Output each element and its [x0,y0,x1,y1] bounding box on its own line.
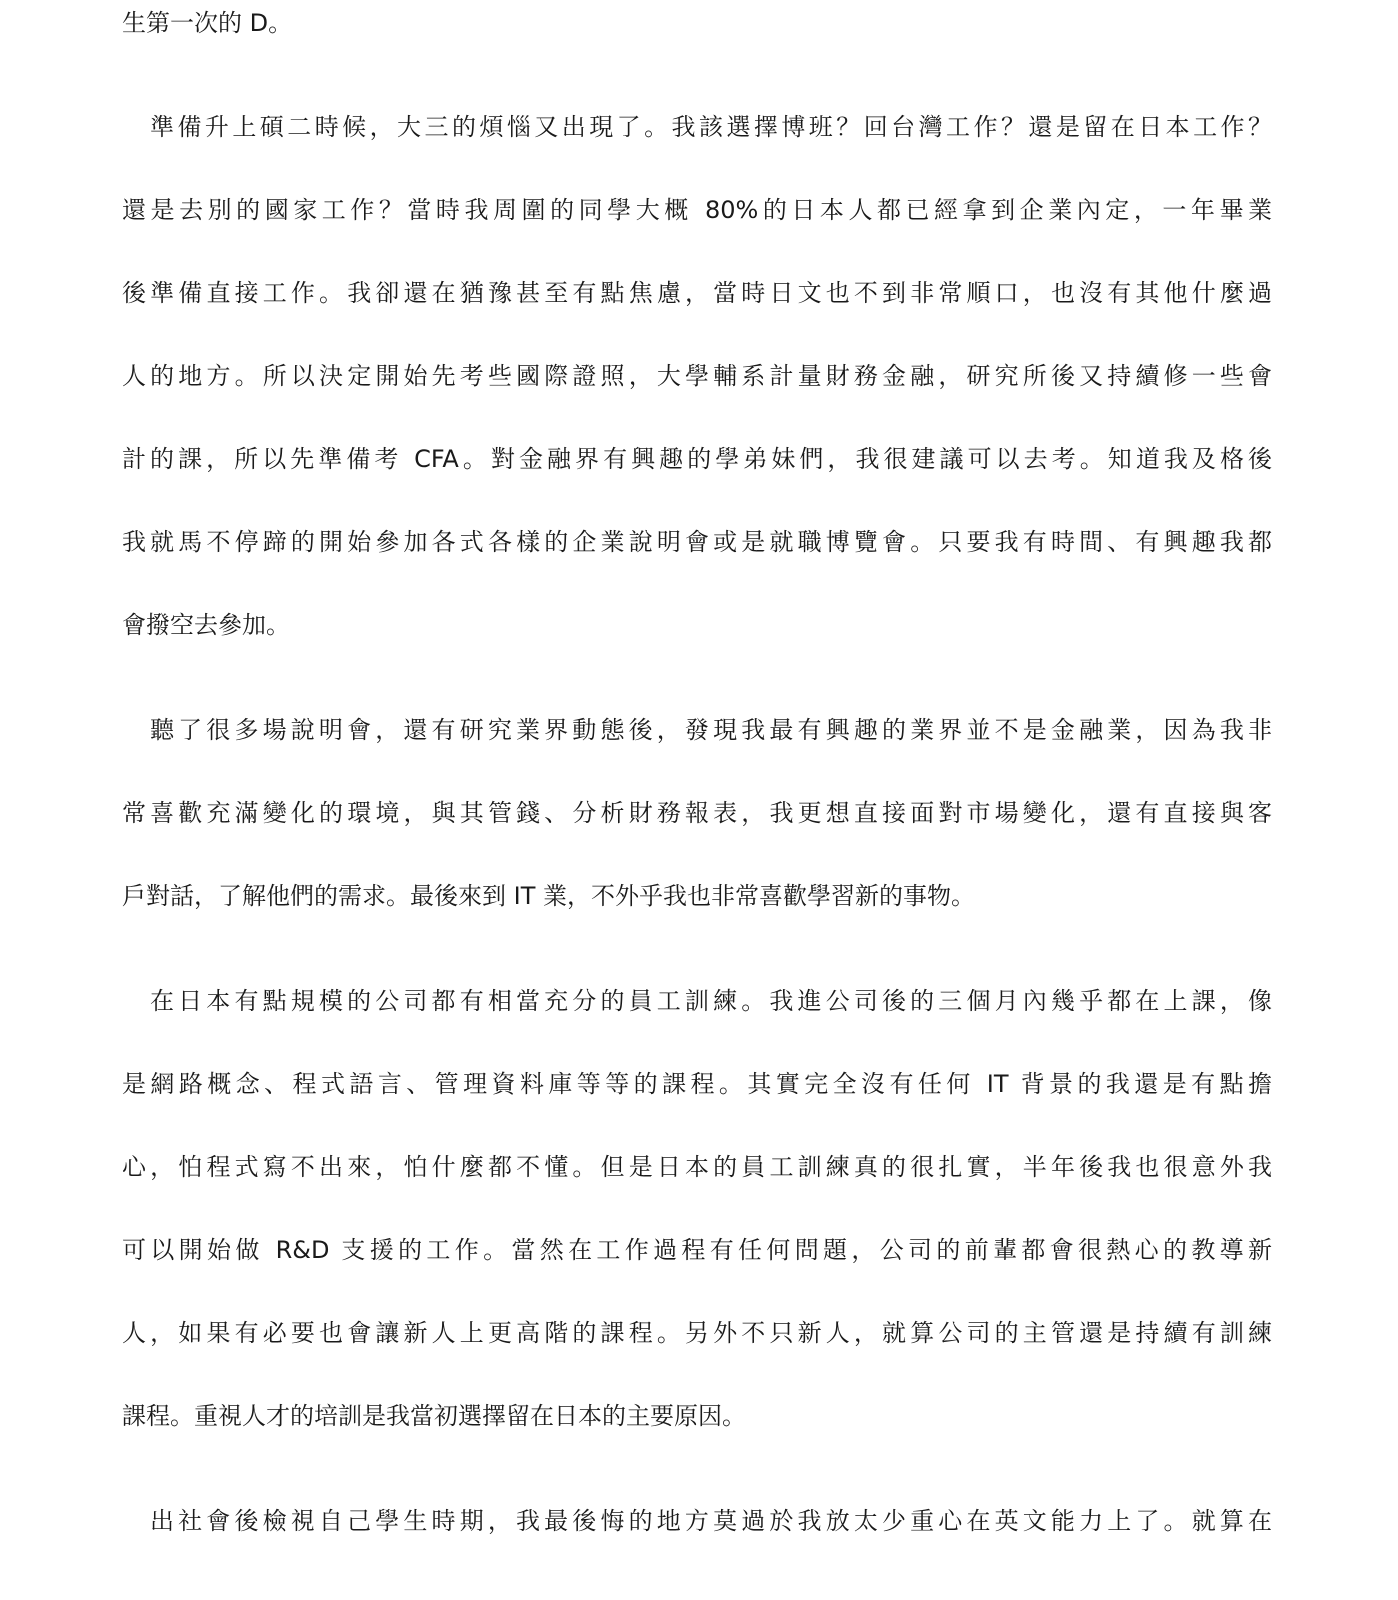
text-line: 還是去別的國家工作？當時我周圍的同學大概 80%的日本人都已經拿到企業內定，一年畢業 [122,196,1272,224]
text-line: 計的課，所以先準備考 CFA。對金融界有興趣的學弟妹們，我很建議可以去考。知道我及格後 [122,445,1272,473]
text-line: 可以開始做 R&D 支援的工作。當然在工作過程有任何問題，公司的前輩都會很熱心的教導新 [122,1236,1272,1264]
text-line: 聽了很多場說明會，還有研究業界動態後，發現我最有興趣的業界並不是金融業，因為我非 [150,716,1272,744]
text-line: 在日本有點規模的公司都有相當充分的員工訓練。我進公司後的三個月內幾乎都在上課，像 [150,987,1272,1015]
text-line: 準備升上碩二時候，大三的煩惱又出現了。我該選擇博班？回台灣工作？還是留在日本工作？ [150,113,1272,141]
text-line: 會撥空去參加。 [122,611,290,639]
text-line: 人的地方。所以決定開始先考些國際證照，大學輔系計量財務金融，研究所後又持續修一些會 [122,362,1272,390]
text-line: 戶對話，了解他們的需求。最後來到 IT 業，不外乎我也非常喜歡學習新的事物。 [122,882,975,910]
text-line: 人，如果有必要也會讓新人上更高階的課程。另外不只新人，就算公司的主管還是持續有訓練 [122,1319,1272,1347]
text-line: 我就馬不停蹄的開始參加各式各樣的企業說明會或是就職博覽會。只要我有時間、有興趣我都 [122,528,1272,556]
text-line: 常喜歡充滿變化的環境，與其管錢、分析財務報表，我更想直接面對市場變化，還有直接與客 [122,799,1272,827]
text-line: 出社會後檢視自己學生時期，我最後悔的地方莫過於我放太少重心在英文能力上了。就算在 [150,1507,1272,1535]
text-line: 心，怕程式寫不出來，怕什麼都不懂。但是日本的員工訓練真的很扎實，半年後我也很意外我 [122,1153,1272,1181]
text-line: 課程。重視人才的培訓是我當初選擇留在日本的主要原因。 [122,1402,746,1430]
text-line: 生第一次的 D。 [122,9,293,37]
text-line: 是網路概念、程式語言、管理資料庫等等的課程。其實完全沒有任何 IT 背景的我還是有點擔 [122,1070,1272,1098]
text-line: 後準備直接工作。我卻還在猶豫甚至有點焦慮，當時日文也不到非常順口，也沒有其他什麼過 [122,279,1272,307]
